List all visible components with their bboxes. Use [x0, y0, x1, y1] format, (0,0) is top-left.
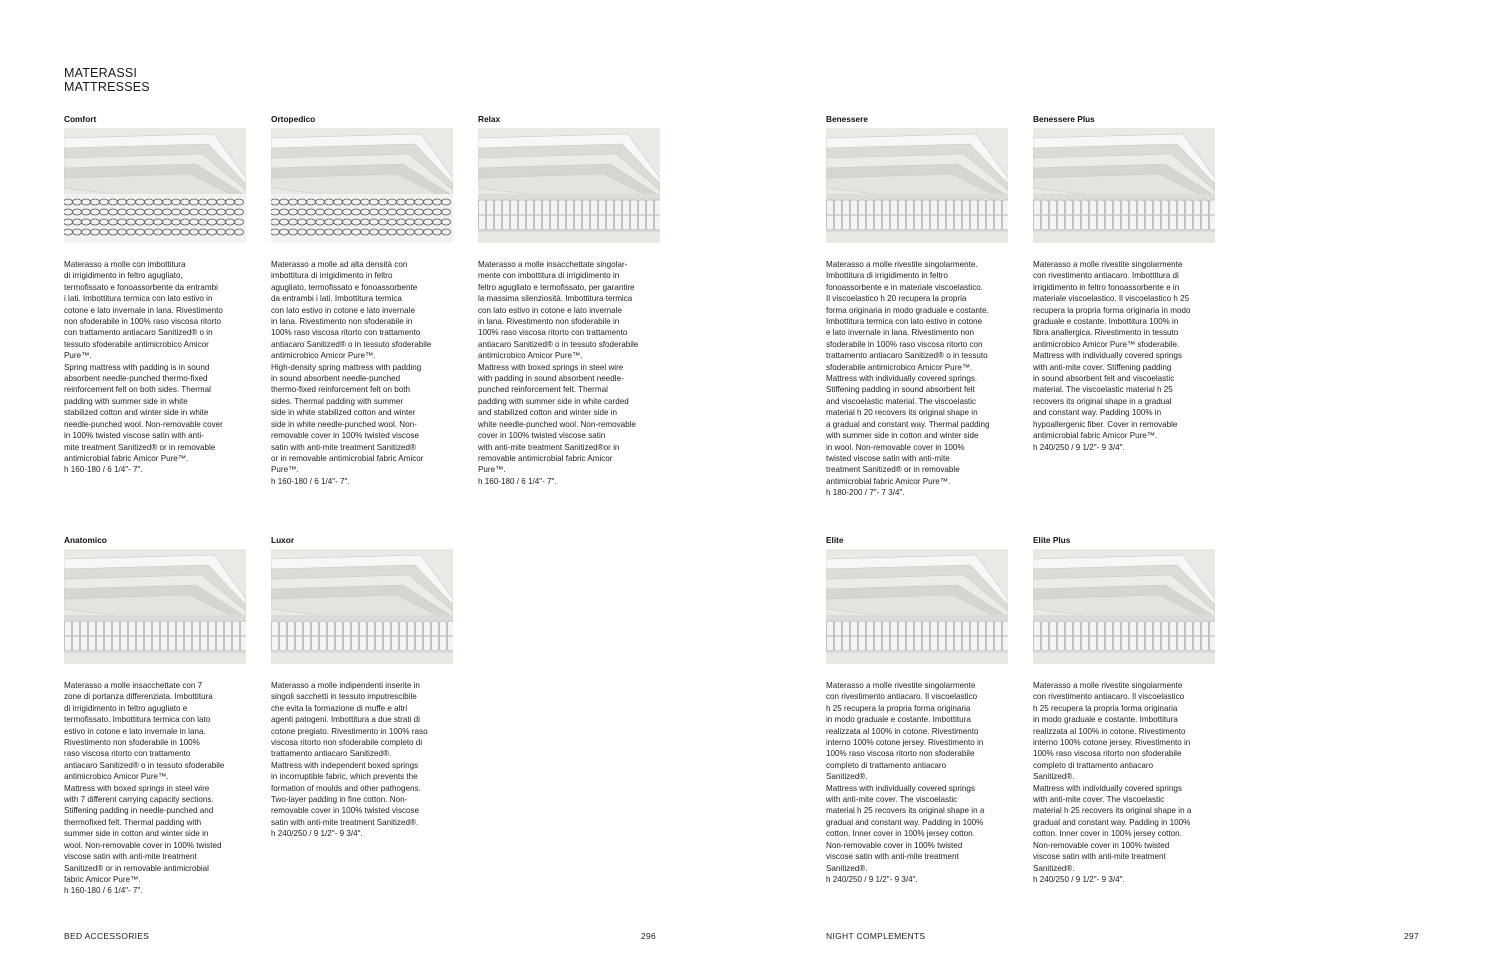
- mattress-layers-graphic: [1033, 549, 1215, 664]
- mattress-cross-section-image: [1033, 128, 1215, 243]
- mattress-description: Materasso a molle ad alta densità con imbottitura di irrigidimento in feltro agugliato, termofissato e fonoassorbente da entrambi i lati. Imbottitura termica con lato estivo in cotone e lato invernale in lana. Rivestimento non sfoderabile in 100% raso viscosa ritorto con trattamento antiacaro Sanitized® o in tessuto sfoderabile antimicrobico Amicor Pure™. High-density spring mattress with padding in sound absorbent needle-punched thermo-fixed reinforcement felt on both sides. Thermal padding with summer side in white stabilized cotton and winter side in white needle-punched wool. Non- removable cover in 100% twisted viscose satin with anti-mite treatment Sanitized® or in removable antimicrobial fabric Amicor Pure™. h 160-180 / 6 1/4"- 7".: [271, 260, 432, 486]
- mattress-layers-graphic: [1033, 128, 1215, 243]
- mattress-cross-section-image: [271, 549, 453, 664]
- mattress-card-relax: [478, 114, 660, 487]
- mattress-title: Elite: [826, 535, 844, 545]
- mattress-cross-section-image: [478, 128, 660, 243]
- footer-section-left: BED ACCESSORIES: [64, 931, 150, 941]
- heading-italian: MATERASSI: [64, 66, 138, 80]
- mattress-layers-graphic: [271, 549, 453, 664]
- mattress-card-comfort: [64, 114, 246, 476]
- mattress-description: Materasso a molle con imbottitura di irrigidimento in feltro agugliato, termofissato e fonoassorbente da entrambi i lati. Imbottitura termica con lato estivo in cotone e lato invernale in lana. Rivestimento non sfoderabile in 100% raso viscosa ritorto con trattamento antiacaro Sanitized® o in tessuto sfoderabile antimicrobico Amicor Pure™. Spring mattress with padding is in sound absorbent needle-punched thermo-fixed reinforcement felt on both sides. Thermal padding with summer side in white stabilized cotton and winter side in white needle-punched wool. Non-removable cover in 100% twisted viscose satin with anti- mite treatment Sanitized® or in removable antimicrobial fabric Amicor Pure™. h 160-180 / 6 1/4"- 7".: [64, 260, 223, 475]
- mattress-title: Relax: [478, 114, 501, 124]
- mattress-layers-graphic: [64, 549, 246, 664]
- mattress-cross-section-image: [64, 128, 246, 243]
- mattress-card-elite: [826, 535, 1008, 885]
- mattress-title: Luxor: [271, 535, 295, 545]
- heading-english: MATTRESSES: [64, 80, 150, 94]
- mattress-cross-section-image: [826, 128, 1008, 243]
- mattress-card-benessere: [826, 114, 1008, 499]
- mattress-card-anatomico: [64, 535, 246, 897]
- mattress-title: Comfort: [64, 114, 97, 124]
- mattress-card-ortopedico: [271, 114, 453, 487]
- mattress-layers-graphic: [826, 549, 1008, 664]
- footer-section-right: NIGHT COMPLEMENTS: [826, 931, 926, 941]
- mattress-layers-graphic: [271, 128, 453, 243]
- mattress-description: Materasso a molle rivestite singolarmente con rivestimento antiacaro. Imbottitura di irrigidimento in feltro fonoassorbente e in materiale viscoelastico. Il viscoelastico h 25 recupera la propria forma originaria in modo graduale e costante. Imbottitura 100% in fibra anallergica. Rivestimento in tessuto antimicrobico Amicor Pure™ sfoderabile. Mattress with individually covered springs with anti-mite cover. Stiffening padding in sound absorbent felt and viscoelastic material. The viscoelastic material h 25 recovers its original shape in a gradual and constant way. Padding 100% in hypoallergenic fiber. Cover in removable antimicrobial fabric Amicor Pure™. h 240/250 / 9 1/2"- 9 3/4".: [1033, 260, 1191, 452]
- mattress-description: Materasso a molle rivestite singolarmente. Imbottitura di irrigidimento in feltro fonoassorbente e in materiale viscoelastico. Il viscoelastico h 20 recupera la propria forma originaria in modo graduale e costante. Imbottitura termica con lato estivo in cotone e lato invernale in lana. Rivestimento non sfoderabile in 100% raso viscosa ritorto con trattamento antiacaro Sanitized® o in tessuto sfoderabile antimicrobico Amicor Pure™. Mattress with individually covered springs. Stiffening padding in sound absorbent felt and viscoelastic material. The viscoelastic material h 20 recovers its original shape in a gradual and constant way. Thermal padding with summer side in cotton and winter side in wool. Non-removable cover in 100% twisted viscose satin with anti-mite treatment Sanitized® or in removable antimicrobial fabric Amicor Pure™. h 180-200 / 7"- 7 3/4".: [826, 260, 990, 498]
- mattress-layers-graphic: [478, 128, 660, 243]
- mattress-layers-graphic: [826, 128, 1008, 243]
- mattress-cross-section-image: [1033, 549, 1215, 664]
- page-heading: [64, 66, 150, 94]
- footer-page-number-right: 297: [1404, 931, 1420, 941]
- mattress-title: Ortopedico: [271, 114, 316, 124]
- mattress-description: Materasso a molle rivestite singolarmente con rivestimento antiacaro. Il viscoelastico h 25 recupera la propria forma originaria in modo graduale e costante. Imbottitura realizzata al 100% in cotone. Rivestimento interno 100% cotone jersey. Rivestimento in 100% raso viscosa ritorto non sfoderabile completo di trattamento antiacaro Sanitized®. Mattress with individually covered springs with anti-mite cover. The viscoelastic material h 25 recovers its original shape in a gradual and constant way. Padding in 100% cotton. Inner cover in 100% jersey cotton. Non-removable cover in 100% twisted viscose satin with anti-mite treatment Sanitized®. h 240/250 / 9 1/2"- 9 3/4".: [1033, 681, 1192, 884]
- mattress-title: Benessere Plus: [1033, 114, 1095, 124]
- mattress-card-benessere-plus: [1033, 114, 1215, 453]
- mattress-cross-section-image: [826, 549, 1008, 664]
- mattress-card-luxor: [271, 535, 453, 840]
- mattress-cross-section-image: [271, 128, 453, 243]
- mattress-card-elite-plus: [1033, 535, 1215, 885]
- mattress-description: Materasso a molle insacchettate singolar- mente con imbottitura di irrigidimento in feltro agugliato e termofissato, per garantire la massima silenziosità. Imbottitura termica con lato estivo in cotone e lato invernale in lana. Rivestimento non sfoderabile in 100% raso viscosa ritorto con trattamento antiacaro Sanitized® o in tessuto sfoderabile antimicrobico Amicor Pure™. Mattress with boxed springs in steel wire with padding in sound absorbent needle- punched reinforcement felt. Thermal padding with summer side in white carded and stabilized cotton and winter side in white needle-punched wool. Non-removable cover in 100% twisted viscose satin with anti-mite treatment Sanitized®or in removable antimicrobial fabric Amicor Pure™. h 160-180 / 6 1/4"- 7".: [478, 260, 639, 486]
- mattress-description: Materasso a molle insacchettate con 7 zone di portanza differenziata. Imbottitura di irrigidimento in feltro agugliato e termofissato. Imbottitura termica con lato estivo in cotone e lato invernale in lana. Rivestimento non sfoderabile in 100% raso viscosa ritorto con trattamento antiacaro Sanitized® o in tessuto sfoderabile antimicrobico Amicor Pure™. Mattress with boxed springs in steel wire with 7 different carrying capacity sections. Stiffening padding in needle-punched and thermofixed felt. Thermal padding with summer side in cotton and winter side in wool. Non-removable cover in 100% twisted viscose satin with anti-mite treatment Sanitized® or in removable antimicrobial fabric Amicor Pure™. h 160-180 / 6 1/4"- 7".: [64, 681, 225, 896]
- mattress-cross-section-image: [64, 549, 246, 664]
- mattress-layers-graphic: [64, 128, 246, 243]
- mattress-title: Anatomico: [64, 535, 107, 545]
- mattress-title: Benessere: [826, 114, 868, 124]
- footer-page-number-left: 296: [641, 931, 657, 941]
- mattress-title: Elite Plus: [1033, 535, 1071, 545]
- mattress-description: Materasso a molle rivestite singolarmente con rivestimento antiacaro. Il viscoelastico h 25 recupera la propria forma originaria in modo graduale e costante. Imbottitura realizzata al 100% in cotone. Rivestimento interno 100% cotone jersey. Rivestimento in 100% raso viscosa ritorto non sfoderabile completo di trattamento antiacaro Sanitized®. Mattress with individually covered springs with anti-mite cover. The viscoelastic material h 25 recovers its original shape in a gradual and constant way. Padding in 100% cotton. Inner cover in 100% jersey cotton. Non-removable cover in 100% twisted viscose satin with anti-mite treatment Sanitized®. h 240/250 / 9 1/2"- 9 3/4".: [826, 681, 985, 884]
- mattress-description: Materasso a molle indipendenti inserite in singoli sacchetti in tessuto imputrescibile che evita la formazione di muffe e altri agenti patogeni. Imbottitura a due strati di cotone pregiato. Rivestimento in 100% raso viscosa ritorto non sfoderabile completo di trattamento antiacaro Sanitized®. Mattress with independent boxed springs in incorruptible fabric, which prevents the formation of moulds and other pathogens. Two-layer padding in fine cotton. Non- removable cover in 100% twisted viscose satin with anti-mite treatment Sanitized®. h 240/250 / 9 1/2"- 9 3/4".: [271, 681, 428, 839]
